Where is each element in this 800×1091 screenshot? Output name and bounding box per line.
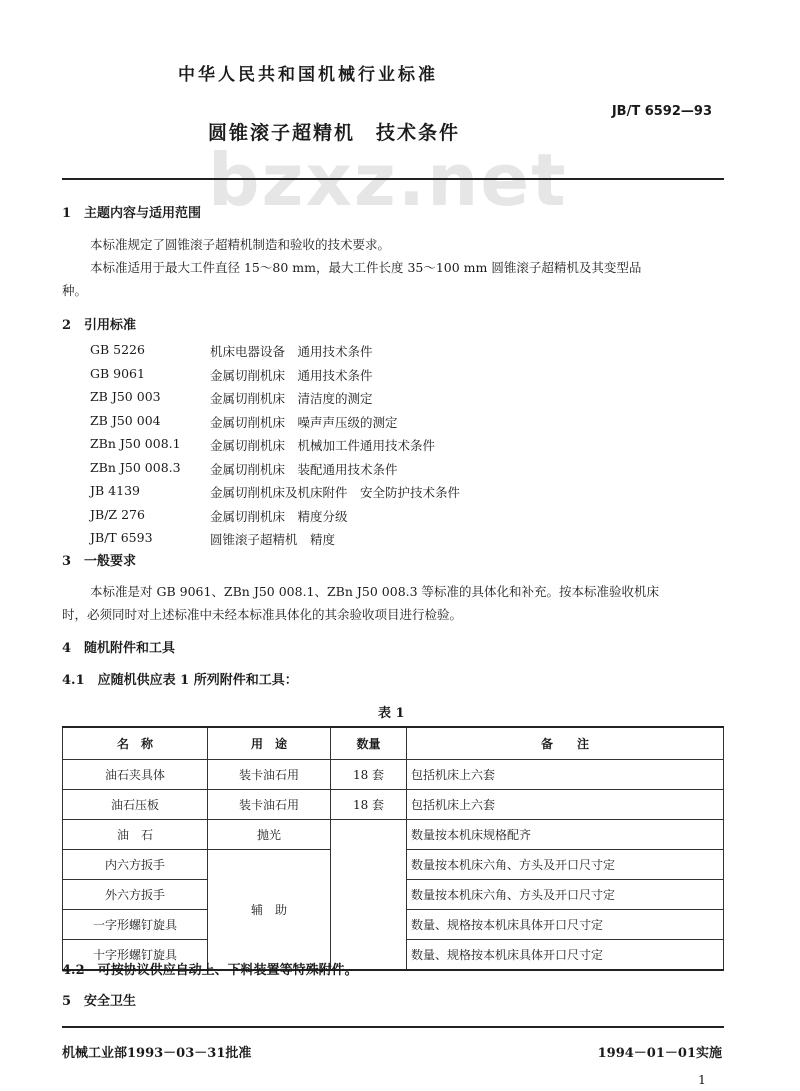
document-title: 圆锥滚子超精机 技术条件 <box>208 122 461 144</box>
reference-code: JB/T 6593 <box>90 530 153 545</box>
accessories-table <box>62 726 724 971</box>
paragraph: 本标准适用于最大工件直径 15～80 mm，最大工件长度 35～100 mm 圆锥滚子超精机及其变型品 <box>90 260 642 275</box>
cell-name: 一字形螺钉旋具 <box>63 910 208 940</box>
paragraph: 本标准规定了圆锥滚子超精机制造和验收的技术要求。 <box>90 237 391 252</box>
section-4-heading: 4 随机附件和工具 <box>62 641 176 656</box>
table-caption: 表 1 <box>378 706 405 721</box>
reference-name: 金属切削机床 机械加工件通用技术条件 <box>210 438 436 453</box>
footer-rule <box>62 1026 724 1028</box>
column-header: 备 注 <box>407 727 724 760</box>
reference-name: 机床电器设备 通用技术条件 <box>210 344 373 359</box>
reference-name: 圆锥滚子超精机 精度 <box>210 532 336 547</box>
section-4-1: 4.1 应随机供应表 1 所列附件和工具： <box>62 673 298 688</box>
section-1-heading: 1 主题内容与适用范围 <box>62 206 202 221</box>
reference-code: JB 4139 <box>90 483 140 498</box>
header-rule <box>62 178 724 180</box>
paragraph: 种。 <box>62 283 88 298</box>
section-5-heading: 5 安全卫生 <box>62 994 137 1009</box>
section-3-heading: 3 一般要求 <box>62 554 137 569</box>
reference-code: ZB J50 004 <box>90 412 161 428</box>
reference-name: 金属切削机床及机床附件 安全防护技术条件 <box>210 485 461 500</box>
effective-date: 1994－01－01实施 <box>597 1046 722 1061</box>
column-header: 用 途 <box>208 727 331 760</box>
cell-note: 数量按本机床规格配齐 <box>407 820 724 850</box>
column-header: 名 称 <box>63 727 208 760</box>
reference-code: JB/Z 276 <box>90 506 145 522</box>
table-header-row <box>63 727 724 760</box>
reference-code: GB 5226 <box>90 342 145 357</box>
standard-code: JB/T 6592—93 <box>611 104 712 119</box>
column-header: 数量 <box>331 727 407 760</box>
cell-qty: 18 套 <box>331 760 407 790</box>
cell-note: 数量按本机床六角、方头及开口尺寸定 <box>407 850 724 880</box>
page-number: 1 <box>698 1072 706 1087</box>
cell-name: 外六方扳手 <box>63 880 208 910</box>
cell-name: 油石夹具体 <box>63 760 208 790</box>
cell-use: 装卡油石用 <box>208 790 331 820</box>
reference-code: ZBn J50 008.3 <box>90 459 181 475</box>
reference-code: ZB J50 003 <box>90 389 161 404</box>
reference-code: ZBn J50 008.1 <box>90 436 181 451</box>
table-row <box>63 790 724 820</box>
table-row <box>63 820 724 850</box>
cell-qty: 18 套 <box>331 790 407 820</box>
cell-use: 装卡油石用 <box>208 760 331 790</box>
reference-name: 金属切削机床 噪声声压级的测定 <box>210 414 398 430</box>
cell-use: 辅 助 <box>208 850 331 971</box>
paragraph: 本标准是对 GB 9061、ZBn J50 008.1、ZBn J50 008.3 等标准的具体化和补充。按本标准验收机床 <box>90 584 660 599</box>
standard-org: 中华人民共和国机械行业标准 <box>178 65 438 85</box>
reference-name: 金属切削机床 精度分级 <box>210 508 348 524</box>
paragraph: 时，必须同时对上述标准中未经本标准具体化的其余验收项目进行检验。 <box>62 607 463 622</box>
cell-note: 包括机床上六套 <box>407 790 724 820</box>
cell-name: 十字形螺钉旋具 <box>63 940 208 971</box>
section-4-2: 4.2 可按协议供应自动上、下料装置等特殊附件。 <box>62 963 358 978</box>
reference-name: 金属切削机床 清洁度的测定 <box>210 391 373 406</box>
cell-name: 油石压板 <box>63 790 208 820</box>
table-row <box>63 760 724 790</box>
reference-name: 金属切削机床 装配通用技术条件 <box>210 461 398 477</box>
section-2-heading: 2 引用标准 <box>62 318 137 333</box>
cell-name: 油 石 <box>63 820 208 850</box>
cell-note: 数量、规格按本机床具体开口尺寸定 <box>407 940 724 971</box>
cell-name: 内六方扳手 <box>63 850 208 880</box>
cell-qty <box>331 820 407 971</box>
cell-note: 数量、规格按本机床具体开口尺寸定 <box>407 910 724 940</box>
cell-note: 包括机床上六套 <box>407 760 724 790</box>
reference-name: 金属切削机床 通用技术条件 <box>210 367 373 383</box>
approval-date: 机械工业部1993－03－31批准 <box>62 1046 252 1061</box>
cell-use: 抛光 <box>208 820 331 850</box>
watermark: bzxz.net <box>208 138 568 222</box>
reference-code: GB 9061 <box>90 365 145 381</box>
cell-note: 数量按本机床六角、方头及开口尺寸定 <box>407 880 724 910</box>
